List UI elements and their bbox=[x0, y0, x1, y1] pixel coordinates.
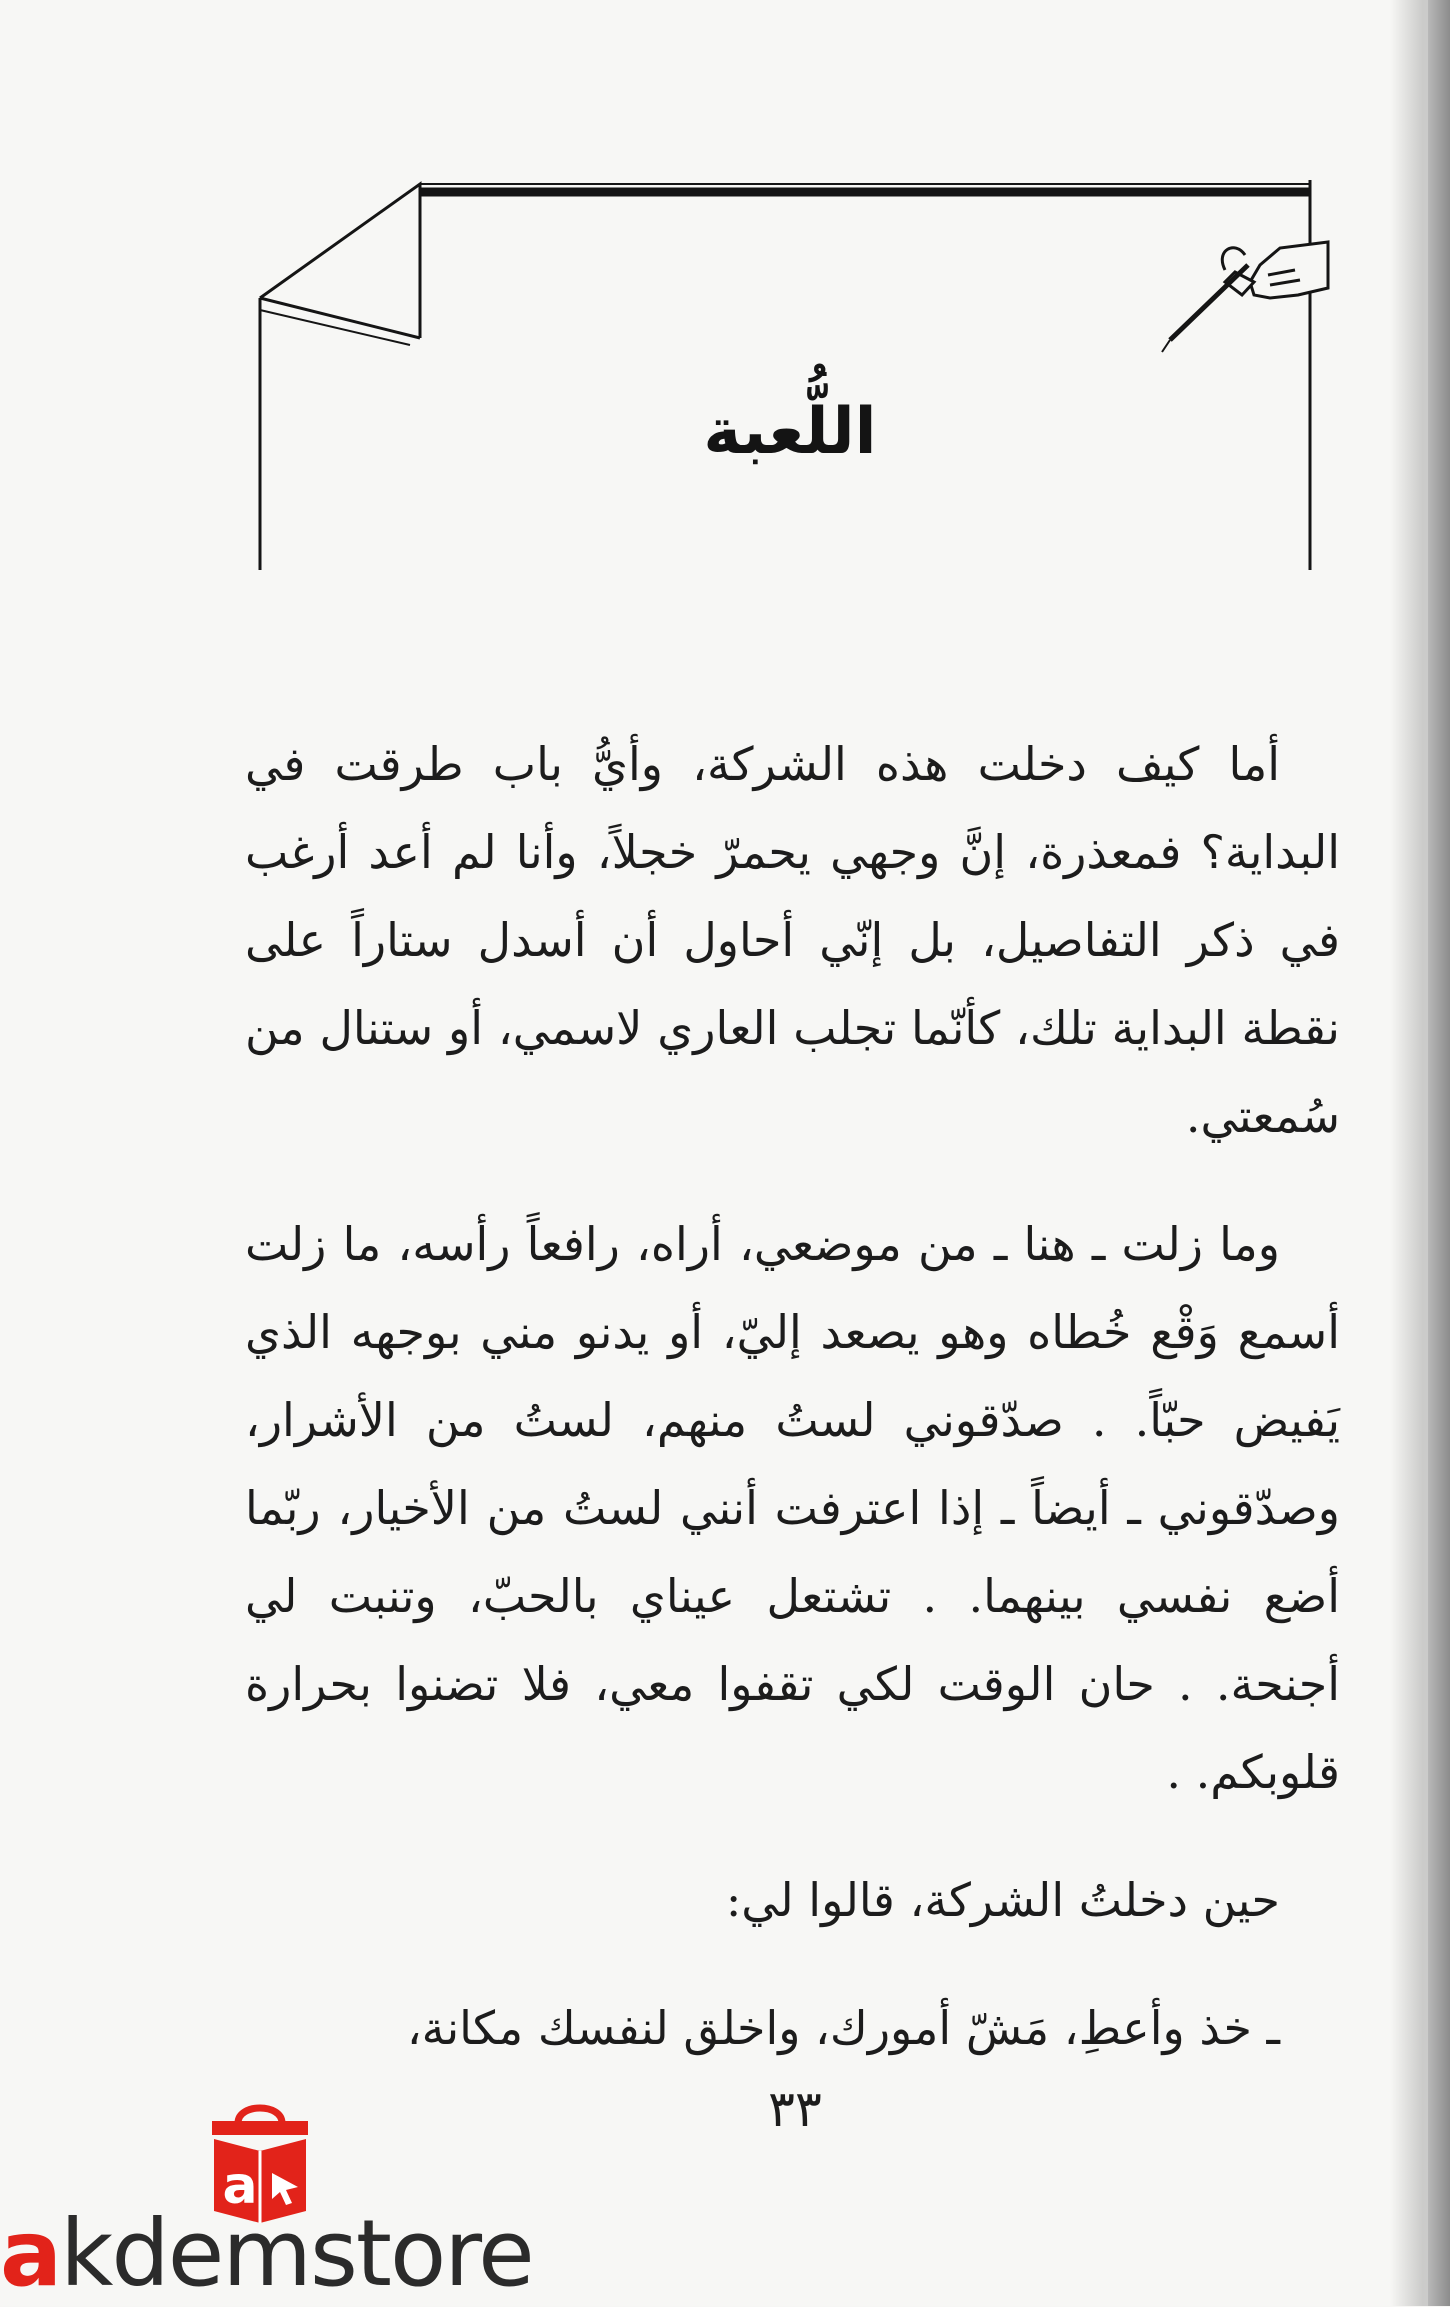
paragraph-3: حين دخلتُ الشركة، قالوا لي: bbox=[725, 1873, 1280, 1927]
brand-logo-a: a bbox=[0, 2200, 61, 2307]
brand-logo bbox=[0, 2200, 533, 2307]
chapter-header-frame bbox=[250, 170, 1330, 590]
body-text bbox=[245, 720, 1340, 2112]
chapter-title: اللُّعبة bbox=[703, 395, 877, 469]
paragraph-2: وما زلت ـ هنا ـ من موضعي، أراه، رافعاً رأسه، ما زلت أسمع وَقْع خُطاه وهو يصعد إليّ، أو يدنو مني بوجهه الذي يَفيض حبّاً. . صدّقوني لستُ منهم، لستُ من الأشرار، وصدّقوني ـ أيضاً ـ إذا اعترفت أنني لستُ من الأخيار، ربّما أضع نفسي بينهما. . تشتعل عيناي بالحبّ، وتنبت لي أجنحة. . حان الوقت لكي تقفوا معي، فلا تضنوا بحرارة قلوبكم. . bbox=[245, 1217, 1340, 1799]
paragraph-1: أما كيف دخلت هذه الشركة، وأيُّ باب طرقت في البداية؟ فمعذرة، إنَّ وجهي يحمرّ خجلاً، وأنا لم أعد أرغب في ذكر التفاصيل، بل إنّي أحاول أن أسدل ستاراً على نقطة البداية تلك، كأنّما تجلب العاري لاسمي، أو ستنال من سُمعتي. bbox=[245, 737, 1340, 1143]
hand-writing-icon bbox=[1162, 242, 1328, 352]
paragraph-4: ـ خذ وأعطِ، مَشّ أمورك، واخلق لنفسك مكانة، bbox=[406, 2001, 1280, 2055]
scroll-frame-icon bbox=[250, 170, 1330, 590]
page-edge bbox=[1428, 0, 1450, 2306]
svg-text:a: a bbox=[222, 2156, 258, 2216]
brand-logo-rest: kdemstore bbox=[60, 2200, 533, 2307]
page-number: ٣٣ bbox=[768, 2080, 822, 2138]
